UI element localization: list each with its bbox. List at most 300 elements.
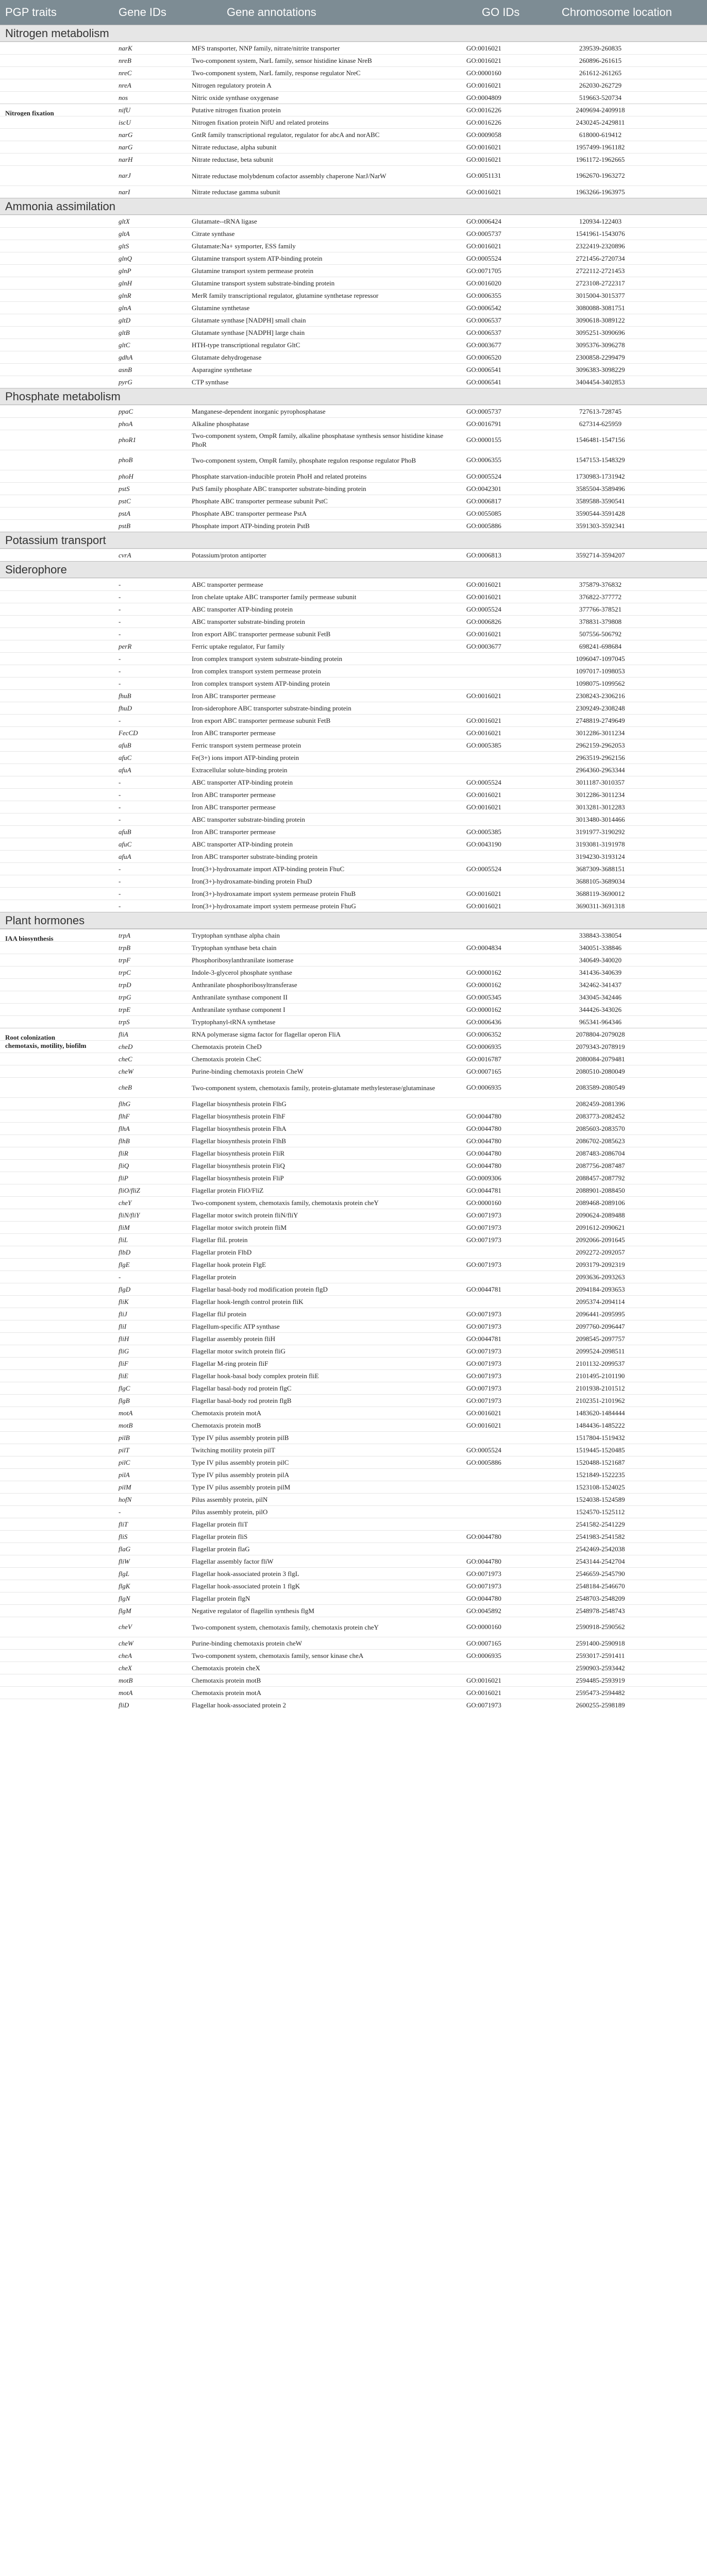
trait-cell	[5, 1259, 88, 1270]
trait-cell	[5, 1650, 88, 1662]
location-cell: 2101938-2101512	[576, 1384, 625, 1392]
annotation-cell: Flagellar hook protein FlgE	[192, 1261, 266, 1268]
location-cell: 1541961-1543076	[576, 229, 625, 238]
go-id-cell: GO:0006541	[466, 378, 501, 386]
table-row	[0, 1543, 707, 1555]
trait-cell	[5, 364, 88, 376]
annotation-cell: MFS transporter, NNP family, nitrate/nitrite transporter	[192, 44, 340, 52]
annotation-cell: Flagellar motor switch protein fliM	[192, 1224, 287, 1231]
trait-cell	[5, 1333, 88, 1345]
table-row	[0, 665, 707, 677]
trait-cell	[5, 863, 88, 875]
trait-cell	[5, 1160, 88, 1172]
go-id-cell	[466, 702, 531, 714]
annotation-cell: ABC transporter permease	[192, 581, 263, 588]
annotation-cell: Flagellar basal-body rod protein flgC	[192, 1384, 292, 1392]
go-id-cell: GO:0044781	[466, 1285, 501, 1293]
annotation-cell: Flagellum-specific ATP synthase	[192, 1323, 280, 1330]
go-id-cell: GO:0071973	[466, 1235, 501, 1244]
location-cell: 727613-728745	[579, 407, 622, 415]
location-cell: 260896-261615	[579, 56, 622, 64]
trait-cell	[5, 507, 88, 519]
table-row	[0, 338, 707, 351]
trait-cell	[5, 1197, 88, 1209]
location-cell: 3095251-3090696	[576, 328, 625, 336]
annotation-cell: Two-component system, OmpR family, alkaline phosphatase synthesis sensor histidine kinase PhoR	[192, 432, 444, 448]
annotation-cell: Extracellular solute-binding protein	[192, 766, 288, 774]
annotation-cell: Pilus assembly protein, pilO	[192, 1508, 268, 1516]
gene-id-cell: flgN	[119, 1594, 130, 1602]
go-id-cell: GO:0000162	[466, 968, 501, 976]
location-cell: 3011187-3010357	[576, 778, 625, 786]
annotation-cell: Chemotaxis protein cheX	[192, 1664, 260, 1672]
table-row	[0, 376, 707, 388]
table-row	[0, 1345, 707, 1357]
gene-id-cell: fliD	[119, 1701, 129, 1709]
go-id-cell	[466, 1518, 531, 1530]
go-id-cell: GO:0044780	[466, 1149, 501, 1157]
table-row	[0, 1159, 707, 1172]
trait-cell	[5, 690, 88, 702]
annotation-cell: Flagellar biosynthesis protein FlhG	[192, 1100, 287, 1108]
go-id-cell	[466, 814, 531, 825]
gene-id-cell: fliQ	[119, 1161, 129, 1170]
go-id-cell: GO:0006826	[466, 617, 501, 625]
annotation-cell: Nitrogen regulatory protein A	[192, 81, 272, 89]
location-cell: 1483620-1484444	[576, 1409, 625, 1417]
table-row	[0, 215, 707, 227]
go-id-cell	[466, 929, 531, 941]
go-id-cell: GO:0071973	[466, 1384, 501, 1392]
trait-cell	[5, 954, 88, 966]
location-cell: 1963266-1963975	[576, 188, 625, 196]
table-row	[0, 1233, 707, 1246]
go-id-cell: GO:0016021	[466, 902, 501, 910]
go-id-cell: GO:0016021	[466, 1421, 501, 1429]
annotation-cell: Flagellar basal-body rod protein flgB	[192, 1397, 292, 1404]
gene-id-cell: -	[119, 605, 121, 613]
annotation-cell: Twitching motility protein pilT	[192, 1446, 275, 1454]
table-row	[0, 1580, 707, 1592]
go-id-cell	[466, 851, 531, 862]
trait-cell	[5, 1481, 88, 1493]
table-row	[0, 966, 707, 978]
trait-cell	[5, 628, 88, 640]
table-row	[0, 991, 707, 1003]
table-row	[0, 128, 707, 141]
annotation-cell: Iron chelate uptake ABC transporter family permease subunit	[192, 593, 357, 601]
table-row	[0, 825, 707, 838]
gene-id-cell: trpG	[119, 993, 131, 1001]
gene-id-cell: narG	[119, 143, 133, 151]
go-id-cell: GO:0016021	[466, 81, 501, 89]
location-cell: 2080510-2080049	[576, 1067, 625, 1075]
trait-cell	[5, 1444, 88, 1456]
gene-id-cell: -	[119, 679, 121, 687]
gene-id-cell: -	[119, 889, 121, 897]
gene-id-cell: -	[119, 617, 121, 625]
table-row	[0, 1053, 707, 1065]
location-cell: 2591400-2590918	[576, 1639, 625, 1647]
trait-cell	[5, 277, 88, 289]
gene-id-cell: FecCD	[119, 728, 138, 737]
table-row	[0, 1172, 707, 1184]
gene-id-cell: afuB	[119, 827, 131, 836]
trait-cell	[5, 875, 88, 887]
table-row	[0, 929, 707, 941]
gene-id-cell: fliM	[119, 1223, 130, 1231]
go-id-cell	[466, 875, 531, 887]
annotation-cell: Iron ABC transporter permease	[192, 791, 276, 799]
table-row	[0, 289, 707, 301]
annotation-cell: Glutamine synthetase	[192, 304, 250, 312]
annotation-cell: Flagellar hook-associated protein 3 flgL	[192, 1570, 299, 1578]
go-id-cell: GO:0071973	[466, 1260, 501, 1268]
location-cell: 3013480-3014466	[576, 815, 625, 823]
location-cell: 342462-341437	[579, 980, 622, 989]
annotation-cell: Iron export ABC transporter permease subunit FetB	[192, 630, 331, 638]
annotation-cell: Iron ABC transporter permease	[192, 828, 276, 836]
gene-id-cell: flgM	[119, 1606, 131, 1615]
table-row	[0, 677, 707, 689]
trait-cell	[5, 1345, 88, 1357]
go-id-cell: GO:0005524	[466, 865, 501, 873]
gene-id-cell: iscU	[119, 118, 131, 126]
annotation-cell: Citrate synthase	[192, 230, 235, 238]
location-cell: 2086702-2085623	[576, 1137, 625, 1145]
location-cell: 2962159-2962053	[576, 741, 625, 749]
location-cell: 2548978-2548743	[576, 1606, 625, 1615]
table-row	[0, 1431, 707, 1444]
gene-id-cell: gltA	[119, 229, 130, 238]
table-row	[0, 240, 707, 252]
go-id-cell: GO:0016021	[466, 56, 501, 64]
gene-id-cell: phoR1	[119, 436, 136, 444]
table-row	[0, 54, 707, 66]
trait-cell	[5, 702, 88, 714]
gene-id-cell: cheY	[119, 1198, 132, 1207]
gene-id-cell: flgL	[119, 1569, 129, 1578]
go-id-cell: GO:0071973	[466, 1347, 501, 1355]
gene-id-cell: flgK	[119, 1582, 130, 1590]
location-cell: 2101132-2099537	[576, 1359, 625, 1367]
location-cell: 3690311-3691318	[576, 902, 625, 910]
location-cell: 2430245-2429811	[576, 118, 625, 126]
gene-id-cell: cheV	[119, 1623, 132, 1631]
trait-cell	[5, 1568, 88, 1580]
trait-cell	[5, 1283, 88, 1295]
gene-id-cell: nifU	[119, 106, 131, 114]
gene-id-cell: flhA	[119, 1124, 130, 1132]
trait-cell	[5, 1456, 88, 1468]
annotation-cell: Type IV pilus assembly protein pilA	[192, 1471, 290, 1479]
table-row	[0, 652, 707, 665]
trait-cell	[5, 1135, 88, 1147]
go-id-cell: GO:0003677	[466, 341, 501, 349]
annotation-cell: Flagellar hook-length control protein fliK	[192, 1298, 304, 1306]
annotation-cell: Nitrate reductase, beta subunit	[192, 156, 274, 163]
annotation-cell: Flagellar fliL protein	[192, 1236, 248, 1244]
section-header: Phosphate metabolism	[0, 388, 707, 405]
location-cell: 3585504-3589496	[576, 484, 625, 493]
table-header	[0, 0, 707, 25]
go-id-cell: GO:0071973	[466, 1223, 501, 1231]
gene-id-cell: pyrG	[119, 378, 132, 386]
table-row	[0, 1077, 707, 1097]
location-cell: 1961172-1962665	[576, 155, 625, 163]
location-cell: 3096383-3098229	[576, 365, 625, 374]
location-cell: 2090624-2089488	[576, 1211, 625, 1219]
table-row	[0, 702, 707, 714]
trait-cell	[5, 166, 88, 185]
annotation-cell: Flagellar protein FlbD	[192, 1248, 252, 1256]
table-row	[0, 430, 707, 450]
trait-cell	[5, 1419, 88, 1431]
section-header: Potassium transport	[0, 532, 707, 549]
location-cell: 2541582-2541229	[576, 1520, 625, 1528]
gene-id-cell: narG	[119, 130, 133, 139]
annotation-cell: Type IV pilus assembly protein pilM	[192, 1483, 291, 1491]
go-id-cell	[466, 1494, 531, 1505]
location-cell: 338843-338054	[579, 931, 622, 939]
trait-cell	[5, 302, 88, 314]
annotation-cell: Flagellar assembly factor fliW	[192, 1557, 274, 1565]
gene-id-cell: nreC	[119, 69, 132, 77]
annotation-cell: Flagellar biosynthesis protein FliQ	[192, 1162, 285, 1170]
gene-id-cell: narI	[119, 188, 130, 196]
annotation-cell: Flagellar protein fliS	[192, 1533, 248, 1540]
go-id-cell: GO:0016021	[466, 790, 501, 799]
location-cell: 1524038-1524589	[576, 1495, 625, 1503]
location-cell: 1097017-1098053	[576, 667, 625, 675]
location-cell: 344426-343026	[579, 1005, 622, 1013]
trait-cell	[5, 603, 88, 615]
table-row	[0, 1110, 707, 1122]
gene-id-cell: trpS	[119, 1018, 130, 1026]
location-cell: 2723108-2722317	[576, 279, 625, 287]
trait-cell	[5, 79, 88, 91]
location-cell: 1730983-1731942	[576, 472, 625, 480]
trait-cell	[5, 739, 88, 751]
location-cell: 2548703-2548209	[576, 1594, 625, 1602]
go-id-cell: GO:0055085	[466, 509, 501, 517]
annotation-cell: Flagellar protein flaG	[192, 1545, 250, 1553]
annotation-cell: Glutamate--tRNA ligase	[192, 217, 257, 225]
location-cell: 3095376-3096278	[576, 341, 625, 349]
location-cell: 2088901-2088450	[576, 1186, 625, 1194]
location-cell: 120934-122403	[579, 217, 622, 225]
annotation-cell: Indole-3-glycerol phosphate synthase	[192, 969, 292, 976]
table-row	[0, 1518, 707, 1530]
location-cell: 1096047-1097045	[576, 654, 625, 663]
table-row	[0, 1444, 707, 1456]
go-id-cell: GO:0071973	[466, 1211, 501, 1219]
location-cell: 2748819-2749649	[576, 716, 625, 724]
table-row	[0, 405, 707, 417]
annotation-cell: Flagellar hook-associated protein 2	[192, 1701, 287, 1709]
go-id-cell: GO:0044780	[466, 1112, 501, 1120]
annotation-cell: Anthranilate phosphoribosyltransferase	[192, 981, 297, 989]
gene-id-cell: cheW	[119, 1639, 133, 1647]
gene-id-cell: -	[119, 654, 121, 663]
gene-id-cell: pstS	[119, 484, 130, 493]
gene-id-cell: gltX	[119, 217, 130, 225]
trait-cell	[5, 727, 88, 739]
annotation-cell: Manganese-dependent inorganic pyrophosphatase	[192, 408, 326, 415]
location-cell: 2080084-2079481	[576, 1055, 625, 1063]
location-cell: 341436-340639	[579, 968, 622, 976]
table-row	[0, 1456, 707, 1468]
annotation-cell: Purine-binding chemotaxis protein cheW	[192, 1639, 302, 1647]
table-row	[0, 1332, 707, 1345]
trait-cell	[5, 801, 88, 813]
trait-cell	[5, 1382, 88, 1394]
annotation-cell: Flagellar hook-basal body complex protein fliE	[192, 1372, 319, 1380]
section-header: Siderophore	[0, 561, 707, 578]
location-cell: 343045-342446	[579, 993, 622, 1001]
table-row	[0, 1097, 707, 1110]
annotation-cell: Two-component system, chemotaxis family, protein-glutamate methylesterase/glutaminase	[192, 1083, 435, 1092]
location-cell: 627314-625959	[579, 419, 622, 428]
annotation-cell: GntR family transcriptional regulator, regulator for abcA and norABC	[192, 131, 380, 139]
go-id-cell: GO:0044781	[466, 1186, 501, 1194]
location-cell: 262030-262729	[579, 81, 622, 89]
annotation-cell: Iron ABC transporter permease	[192, 729, 276, 737]
annotation-cell: Chemotaxis protein motA	[192, 1689, 262, 1697]
location-cell: 1547153-1548329	[576, 456, 625, 464]
table-row	[0, 1662, 707, 1674]
annotation-cell: CTP synthase	[192, 378, 229, 386]
location-cell: 965341-964346	[579, 1018, 622, 1026]
go-id-cell: GO:0016021	[466, 580, 501, 588]
table-row	[0, 1308, 707, 1320]
table-row	[0, 615, 707, 628]
gene-id-cell: fhuD	[119, 704, 132, 712]
table-row	[0, 764, 707, 776]
gene-id-cell: pstC	[119, 497, 131, 505]
location-cell: 2082459-2081396	[576, 1099, 625, 1108]
table-row	[0, 1209, 707, 1221]
location-cell: 2099524-2098511	[576, 1347, 625, 1355]
gene-id-cell: -	[119, 592, 121, 601]
table-row	[0, 801, 707, 813]
gene-id-cell: flhG	[119, 1099, 131, 1108]
gene-id-cell: gdhA	[119, 353, 133, 361]
go-id-cell	[466, 1432, 531, 1444]
table-row	[0, 91, 707, 104]
go-id-cell: GO:0016021	[466, 592, 501, 601]
location-cell: 375879-376832	[579, 580, 622, 588]
gene-id-cell: pilM	[119, 1483, 131, 1491]
gene-id-cell: fliE	[119, 1371, 128, 1380]
trait-cell	[5, 314, 88, 326]
location-cell: 261612-261265	[579, 69, 622, 77]
gene-id-cell: nreA	[119, 81, 131, 89]
trait-cell	[5, 1662, 88, 1674]
location-cell: 2079343-2078919	[576, 1042, 625, 1050]
trait-cell	[5, 1184, 88, 1196]
location-cell: 2309249-2308248	[576, 704, 625, 712]
trait-cell	[5, 579, 88, 590]
gene-id-cell: flgB	[119, 1396, 130, 1404]
gene-id-cell: pilB	[119, 1433, 130, 1442]
go-id-cell: GO:0005524	[466, 778, 501, 786]
table-row	[0, 751, 707, 764]
location-cell: 3090618-3089122	[576, 316, 625, 324]
trait-cell	[5, 520, 88, 532]
go-id-cell	[466, 1246, 531, 1258]
location-cell: 1098075-1099562	[576, 679, 625, 687]
annotation-cell: Flagellar biosynthesis protein FlhB	[192, 1137, 287, 1145]
location-cell: 2095374-2094114	[576, 1297, 625, 1306]
trait-cell	[5, 851, 88, 862]
table-row	[0, 1530, 707, 1543]
section-header: Plant hormones	[0, 912, 707, 929]
annotation-cell: Chemotaxis protein motB	[192, 1421, 261, 1429]
table-row	[0, 141, 707, 153]
go-id-cell: GO:0006355	[466, 291, 501, 299]
trait-cell	[5, 1296, 88, 1308]
table-row	[0, 887, 707, 900]
location-cell: 3015004-3015377	[576, 291, 625, 299]
annotation-cell: Flagellar hook-associated protein 1 flgK	[192, 1582, 300, 1590]
annotation-cell: Glutamine transport system substrate-binding protein	[192, 279, 335, 287]
location-cell: 2300858-2299479	[576, 353, 625, 361]
location-cell: 2600255-2598189	[576, 1701, 625, 1709]
go-id-cell: GO:0016021	[466, 143, 501, 151]
go-id-cell: GO:0044780	[466, 1161, 501, 1170]
location-cell: 2087483-2086704	[576, 1149, 625, 1157]
go-id-cell: GO:0006537	[466, 328, 501, 336]
go-id-cell: GO:0071973	[466, 1701, 501, 1709]
location-cell: 1519445-1520485	[576, 1446, 625, 1454]
go-id-cell: GO:0006542	[466, 303, 501, 312]
go-id-cell: GO:0006352	[466, 1030, 501, 1038]
table-row	[0, 1122, 707, 1134]
annotation-cell: Flagellar basal-body rod modification protein flgD	[192, 1285, 328, 1293]
annotation-cell: Two-component system, chemotaxis family, chemotaxis protein cheY	[192, 1623, 379, 1631]
table-row	[0, 252, 707, 264]
trait-cell	[5, 789, 88, 801]
annotation-cell: Alkaline phosphatase	[192, 420, 249, 428]
table-row	[0, 1555, 707, 1567]
table-row	[0, 875, 707, 887]
location-cell: 2094184-2093653	[576, 1285, 625, 1293]
go-id-cell: GO:0071973	[466, 1582, 501, 1590]
table-row	[0, 1196, 707, 1209]
gene-id-cell: -	[119, 902, 121, 910]
trait-cell	[5, 430, 88, 450]
go-id-cell: GO:0016226	[466, 106, 501, 114]
trait-cell: IAA biosynthesis	[5, 935, 54, 942]
location-cell: 2083589-2080549	[576, 1083, 625, 1091]
trait-cell	[5, 591, 88, 603]
trait-cell	[5, 1592, 88, 1604]
go-id-cell: GO:0071705	[466, 266, 501, 275]
gene-id-cell: flbD	[119, 1248, 131, 1256]
trait-cell	[5, 1469, 88, 1481]
trait-cell	[5, 129, 88, 141]
go-id-cell	[466, 1662, 531, 1674]
trait-cell	[5, 838, 88, 850]
trait-cell	[5, 1370, 88, 1382]
go-id-cell: GO:0000162	[466, 1005, 501, 1013]
trait-cell	[5, 1637, 88, 1649]
gene-id-cell: flgC	[119, 1384, 130, 1392]
trait-cell	[5, 1271, 88, 1283]
location-cell: 1484436-1485222	[576, 1421, 625, 1429]
location-cell: 2542469-2542038	[576, 1545, 625, 1553]
